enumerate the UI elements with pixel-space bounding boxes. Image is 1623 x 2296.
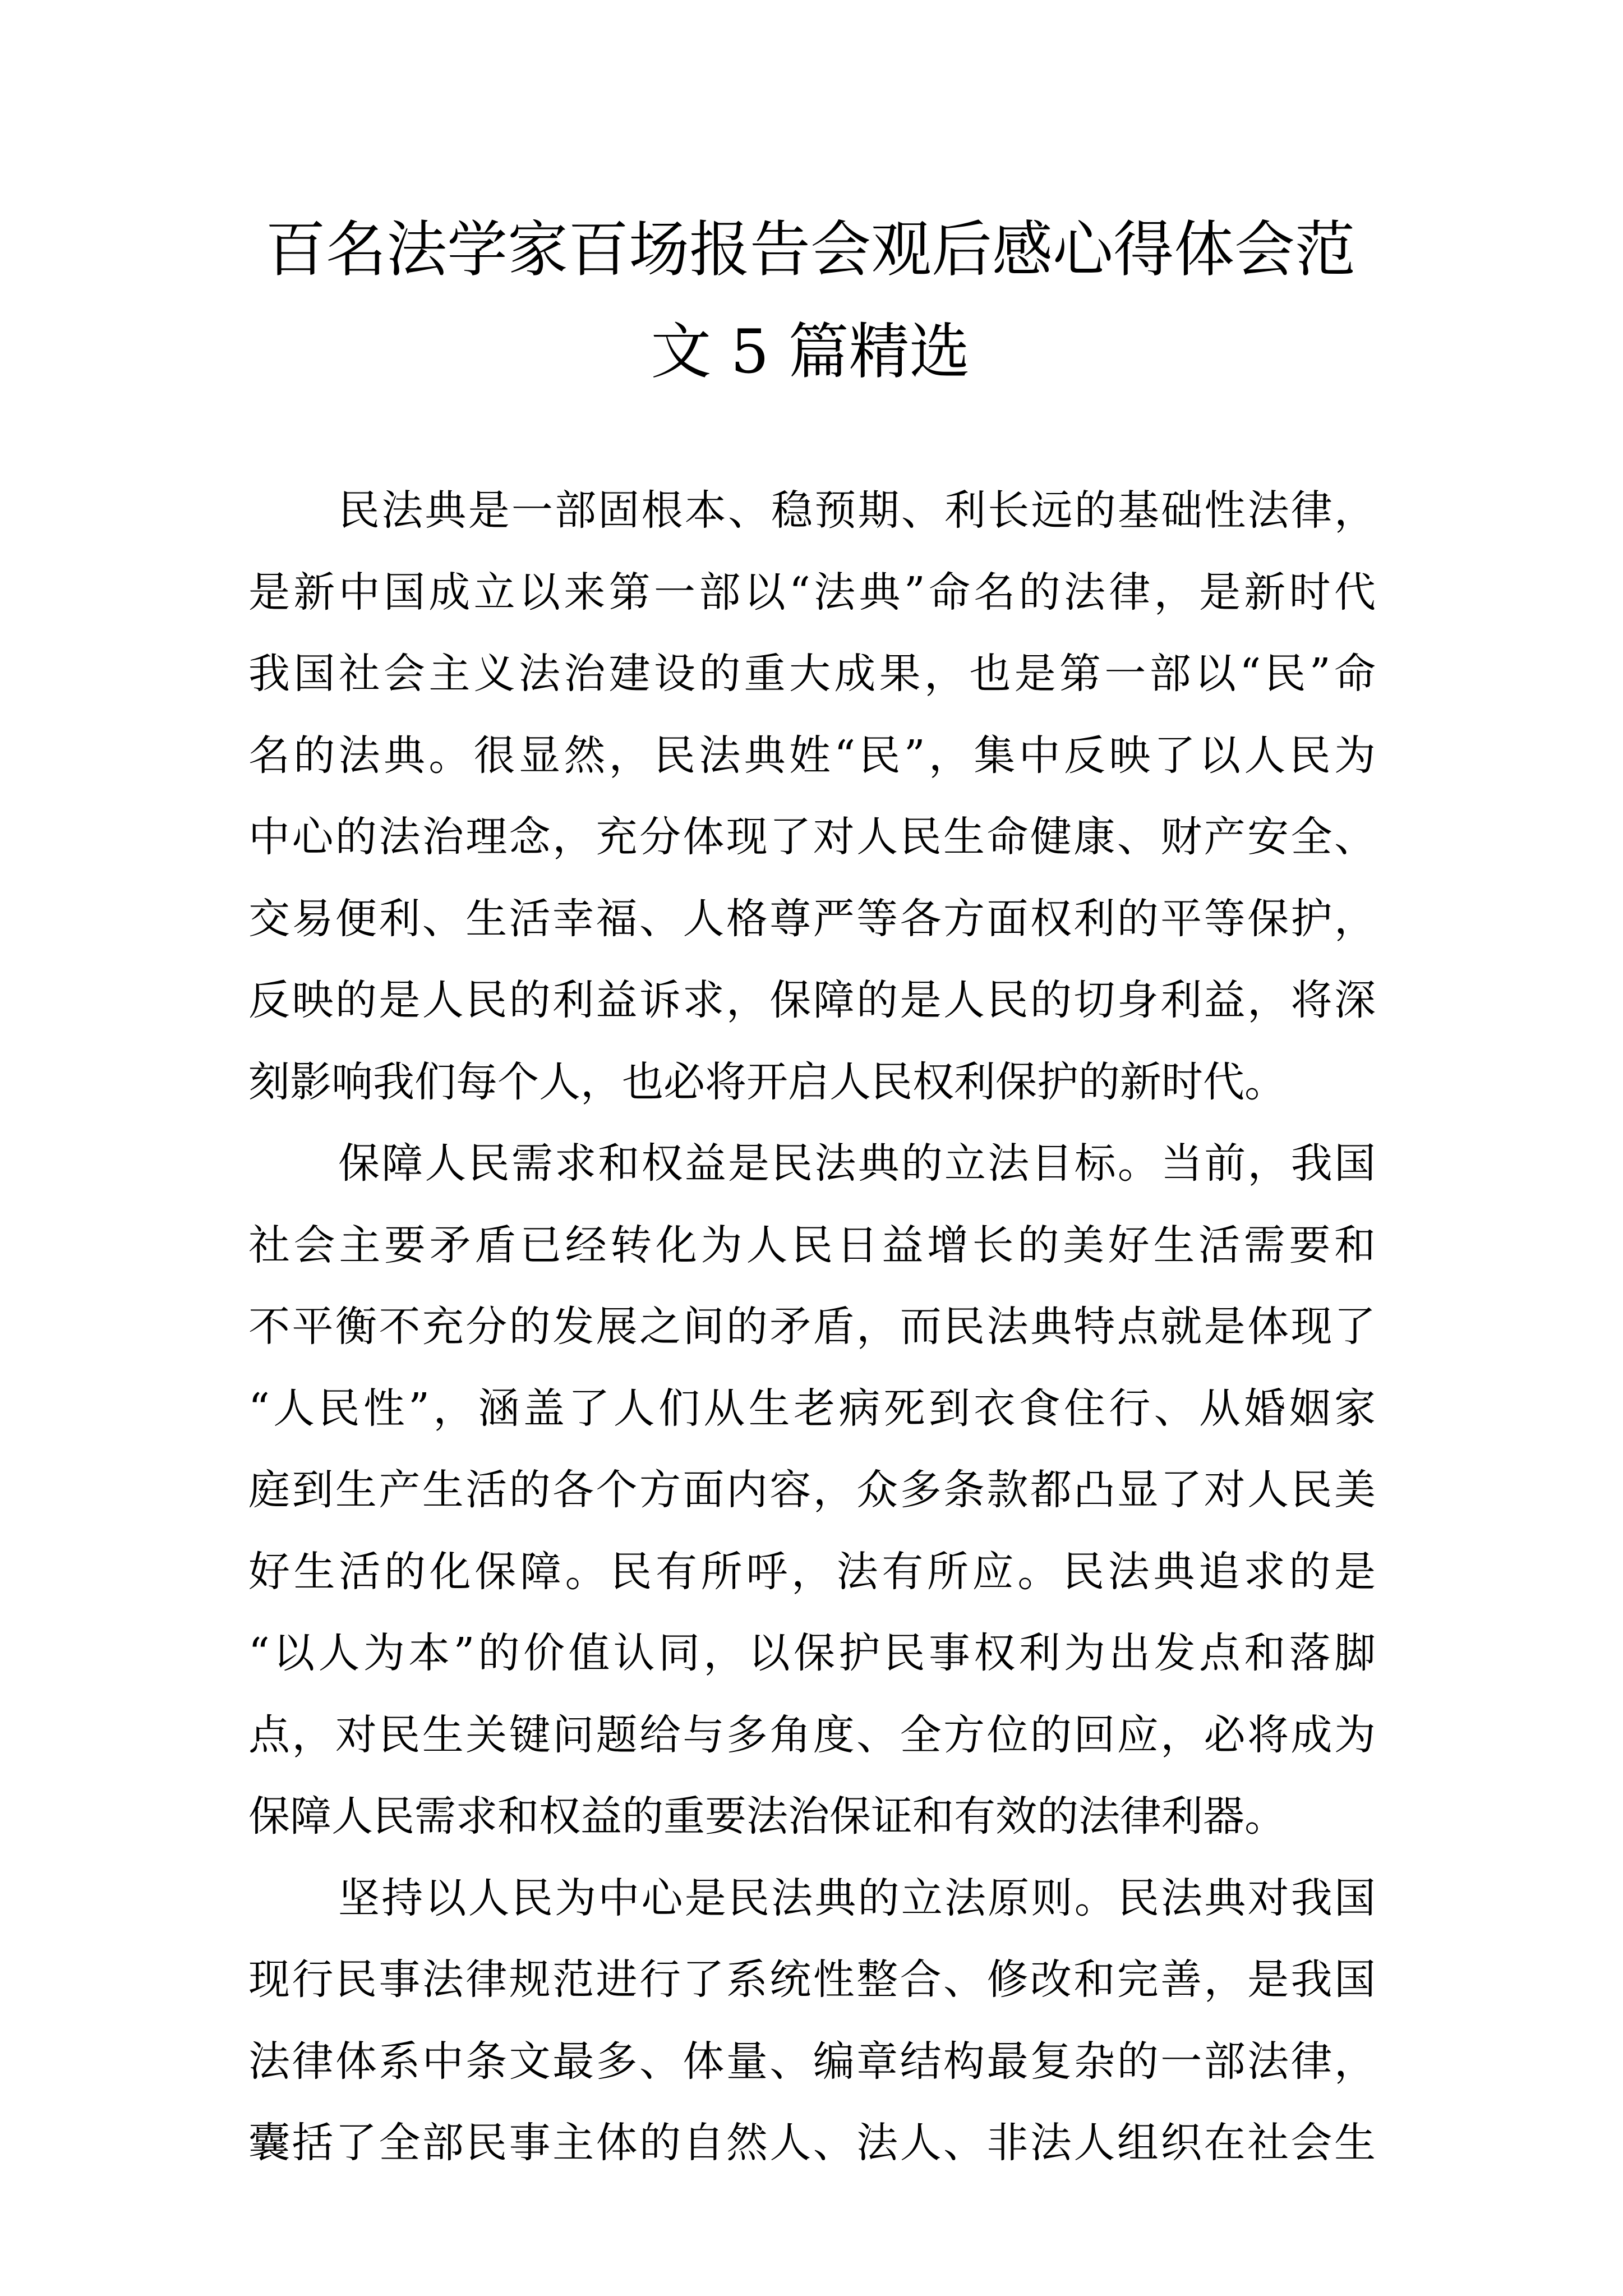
text-line: 保障人民需求和权益是民法典的立法目标。当前，我国 [338, 1139, 1376, 1188]
text-line: 庭到生产生活的各个方面内容，众多条款都凸显了对人民美 [248, 1466, 1376, 1514]
text-line: 点，对民生关键问题给与多角度、全方位的回应，必将成为 [248, 1710, 1376, 1759]
document-title [213, 199, 1408, 403]
text-line: 是新中国成立以来第一部以“法典”命名的法律，是新时代 [248, 568, 1376, 616]
document-body [248, 470, 1376, 2184]
text-line: 民法典是一部固根本、稳预期、利长远的基础性法律， [338, 486, 1376, 535]
text-line: 刻影响我们每个人，也必将开启人民权利保护的新时代。 [248, 1057, 1286, 1106]
text-line: 交易便利、生活幸福、人格尊严等各方面权利的平等保护， [248, 894, 1376, 943]
text-line: 保障人民需求和权益的重要法治保证和有效的法律利器。 [248, 1792, 1286, 1841]
title-line: 文 5 篇精选 [651, 317, 970, 387]
text-line: 囊括了全部民事主体的自然人、法人、非法人组织在社会生 [248, 2119, 1376, 2167]
text-line: 不平衡不充分的发展之间的矛盾，而民法典特点就是体现了 [248, 1303, 1376, 1351]
title-line: 百名法学家百场报告会观后感心得体会范 [265, 215, 1355, 285]
text-line: 现行民事法律规范进行了系统性整合、修改和完善，是我国 [248, 1955, 1376, 2004]
text-line: “以人为本”的价值认同，以保护民事权利为出发点和落脚 [248, 1629, 1376, 1677]
text-line: 中心的法治理念，充分体现了对人民生命健康、财产安全、 [248, 813, 1376, 861]
text-line: 好生活的化保障。民有所呼，法有所应。民法典追求的是 [248, 1547, 1376, 1596]
text-line: 法律体系中条文最多、体量、编章结构最复杂的一部法律， [248, 2037, 1376, 2086]
text-line: 坚持以人民为中心是民法典的立法原则。民法典对我国 [338, 1874, 1376, 1922]
text-line: “人民性”，涵盖了人们从生老病死到衣食住行、从婚姻家 [248, 1384, 1376, 1433]
text-line: 名的法典。很显然，民法典姓“民”，集中反映了以人民为 [248, 731, 1376, 780]
text-line: 我国社会主义法治建设的重大成果，也是第一部以“民”命 [248, 650, 1376, 698]
text-line: 社会主要矛盾已经转化为人民日益增长的美好生活需要和 [248, 1221, 1376, 1269]
text-line: 反映的是人民的利益诉求，保障的是人民的切身利益，将深 [248, 976, 1376, 1024]
